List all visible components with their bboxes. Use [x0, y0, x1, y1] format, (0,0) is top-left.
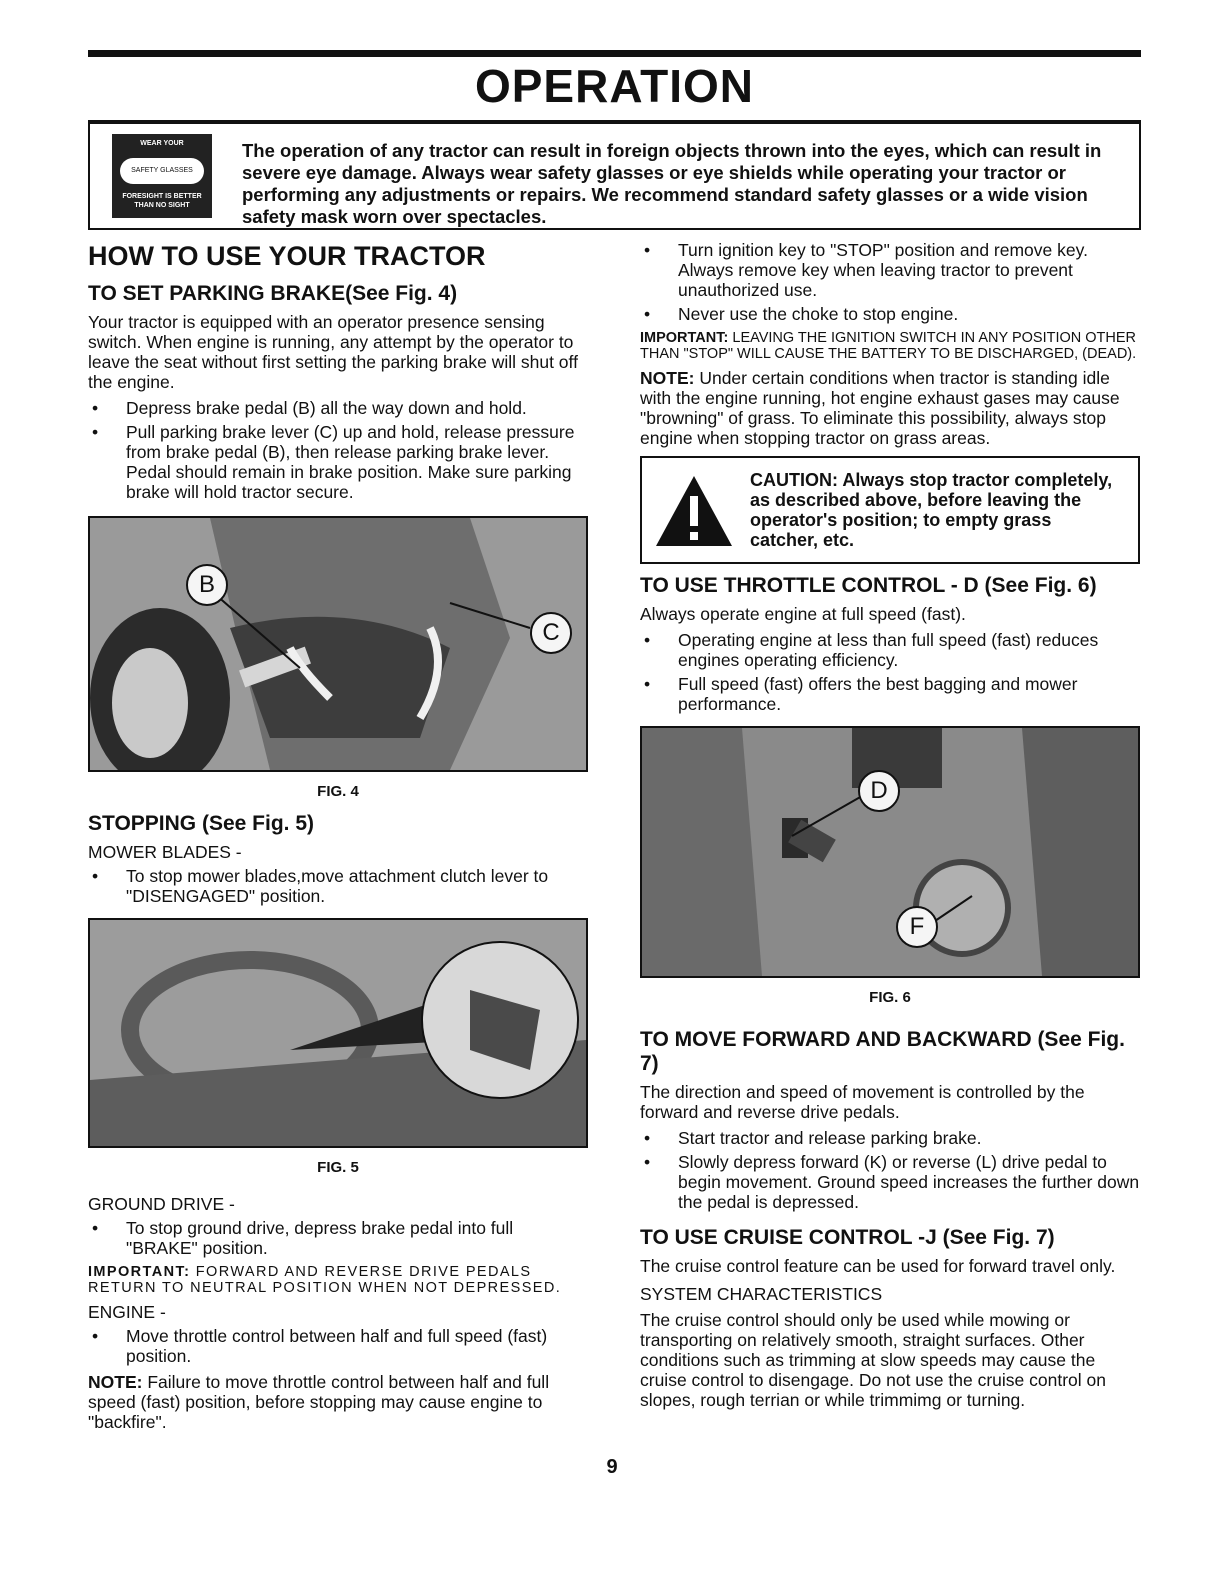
page-title: OPERATION: [474, 60, 755, 112]
figure-6-caption: FIG. 6: [869, 989, 911, 1006]
caution-box: [640, 456, 1140, 564]
list-item: • Start tractor and release parking brake.: [640, 1128, 1140, 1148]
stopping-heading: STOPPING (See Fig. 5): [88, 812, 314, 835]
note-text: Failure to move throttle control between half and full speed (fast) position, before stopping may cause engine to "backfire".: [88, 1372, 550, 1432]
warning-triangle-icon: [654, 474, 734, 548]
safety-notice: [88, 120, 1141, 230]
system-characteristics-text: The cruise control should only be used while mowing or transporting on relatively smooth, straight surfaces. Other conditions such as trimming at slow speeds may cause the cruise control to disengage. Do not use the cruise control on slopes, rough terrian or while trimmimg or turning.: [640, 1310, 1106, 1410]
section-heading: HOW TO USE YOUR TRACTOR: [88, 241, 486, 271]
caution-text: CAUTION: Always stop tractor completely, as described above, before leaving the operator's position; to empty grass catcher, etc.: [750, 470, 1113, 550]
callout-f: F: [896, 906, 938, 948]
safety-icon-bottom-text: FORESIGHT IS BETTER THAN NO SIGHT: [122, 193, 202, 209]
figure-4-caption: FIG. 4: [317, 783, 359, 800]
note-lead: NOTE:: [88, 1372, 143, 1392]
cruise-heading: TO USE CRUISE CONTROL -J (See Fig. 7): [640, 1226, 1055, 1249]
important-text: FORWARD AND REVERSE DRIVE PEDALS RETURN TO NEUTRAL POSITION WHEN NOT DEPRESSED.: [88, 1264, 562, 1296]
right-column: [640, 240, 1140, 1416]
safety-icon-top-text: WEAR YOUR: [140, 140, 184, 147]
ground-important: [88, 1264, 588, 1296]
figure-4: [88, 516, 588, 772]
figure-6-illustration: [642, 728, 1138, 976]
list-item: • Move throttle control between half and full speed (fast) position.: [88, 1326, 588, 1366]
list-item: • Turn ignition key to "STOP" position and remove key. Always remove key when leaving tractor to prevent unauthorized use.: [640, 240, 1140, 300]
important-lead: IMPORTANT:: [88, 1264, 191, 1280]
figure-6: [640, 726, 1140, 978]
figure-5-illustration: [90, 920, 586, 1146]
engine-note: [88, 1372, 588, 1432]
ignition-bullets: [640, 240, 1140, 324]
forward-bullets: [640, 1128, 1140, 1212]
page-number: 9: [606, 1456, 618, 1478]
callout-d: D: [858, 770, 900, 812]
figure-5: [88, 918, 588, 1148]
mower-blades-label: MOWER BLADES -: [88, 842, 242, 862]
throttle-bullets: [640, 630, 1140, 714]
system-characteristics-label: SYSTEM CHARACTERISTICS: [640, 1284, 883, 1304]
list-item: • Depress brake pedal (B) all the way down and hold.: [88, 398, 588, 418]
cruise-intro: The cruise control feature can be used for forward travel only.: [640, 1256, 1116, 1276]
list-item: • Pull parking brake lever (C) up and hold, release pressure from brake pedal (B), then release parking brake lever. Pedal should remain in brake position. Make sure parking brake will hold tractor secure.: [88, 422, 588, 502]
callout-b: B: [186, 564, 228, 606]
important-lead: IMPORTANT:: [640, 330, 729, 346]
safety-text: The operation of any tractor can result in foreign objects thrown into the eyes, which can result in severe eye damage. Always wear safety glasses or eye shields while operating your tractor or performing any adjustments or repairs. We recommend standard safety glasses or a wide vision safety mask worn over spectacles.: [242, 140, 1102, 227]
list-item: • Full speed (fast) offers the best bagging and mower performance.: [640, 674, 1140, 714]
blades-bullets: [88, 866, 588, 906]
list-item: • To stop mower blades,move attachment clutch lever to "DISENGAGED" position.: [88, 866, 588, 906]
note-lead: NOTE:: [640, 368, 695, 388]
ground-drive-label: GROUND DRIVE -: [88, 1194, 235, 1214]
parking-bullets: [88, 398, 588, 502]
engine-bullets: [88, 1326, 588, 1366]
callout-c: C: [530, 612, 572, 654]
ground-bullets: [88, 1218, 588, 1258]
parking-intro: Your tractor is equipped with an operator presence sensing switch. When engine is running, any attempt by the operator to leave the seat without first setting the parking brake will shut off the engine.: [88, 312, 578, 392]
list-item: • Slowly depress forward (K) or reverse (L) drive pedal to begin movement. Ground speed increases the further down the pedal is depressed.: [640, 1152, 1140, 1212]
throttle-intro: Always operate engine at full speed (fast).: [640, 604, 966, 624]
left-column: [88, 232, 588, 1438]
parking-brake-heading: TO SET PARKING BRAKE(See Fig. 4): [88, 282, 458, 305]
list-item: • Never use the choke to stop engine.: [640, 304, 1140, 324]
throttle-heading: TO USE THROTTLE CONTROL - D (See Fig. 6): [640, 574, 1097, 597]
safety-icon-mid-text: SAFETY GLASSES: [120, 158, 204, 184]
list-item: • Operating engine at less than full speed (fast) reduces engines operating efficiency.: [640, 630, 1140, 670]
important-text: LEAVING THE IGNITION SWITCH IN ANY POSITION OTHER THAN "STOP" WILL CAUSE THE BATTERY TO BE DISCHARGED, (DEAD).: [640, 330, 1137, 362]
engine-label: ENGINE -: [88, 1302, 166, 1322]
forward-backward-heading: TO MOVE FORWARD AND BACKWARD (See Fig. 7): [640, 1028, 1125, 1075]
safety-glasses-icon: [112, 134, 212, 218]
list-item: • To stop ground drive, depress brake pedal into full "BRAKE" position.: [88, 1218, 588, 1258]
figure-4-illustration: [90, 518, 586, 770]
top-rule: [88, 50, 1141, 57]
forward-intro: The direction and speed of movement is controlled by the forward and reverse drive pedals.: [640, 1082, 1085, 1122]
browning-note: [640, 368, 1140, 448]
note-text: Under certain conditions when tractor is standing idle with the engine running, hot engine exhaust gases may cause "browning" of grass. To eliminate this possibility, always stop engine when stopping tractor on grass areas.: [640, 368, 1120, 448]
ignition-important: [640, 330, 1140, 362]
figure-5-caption: FIG. 5: [317, 1159, 359, 1176]
